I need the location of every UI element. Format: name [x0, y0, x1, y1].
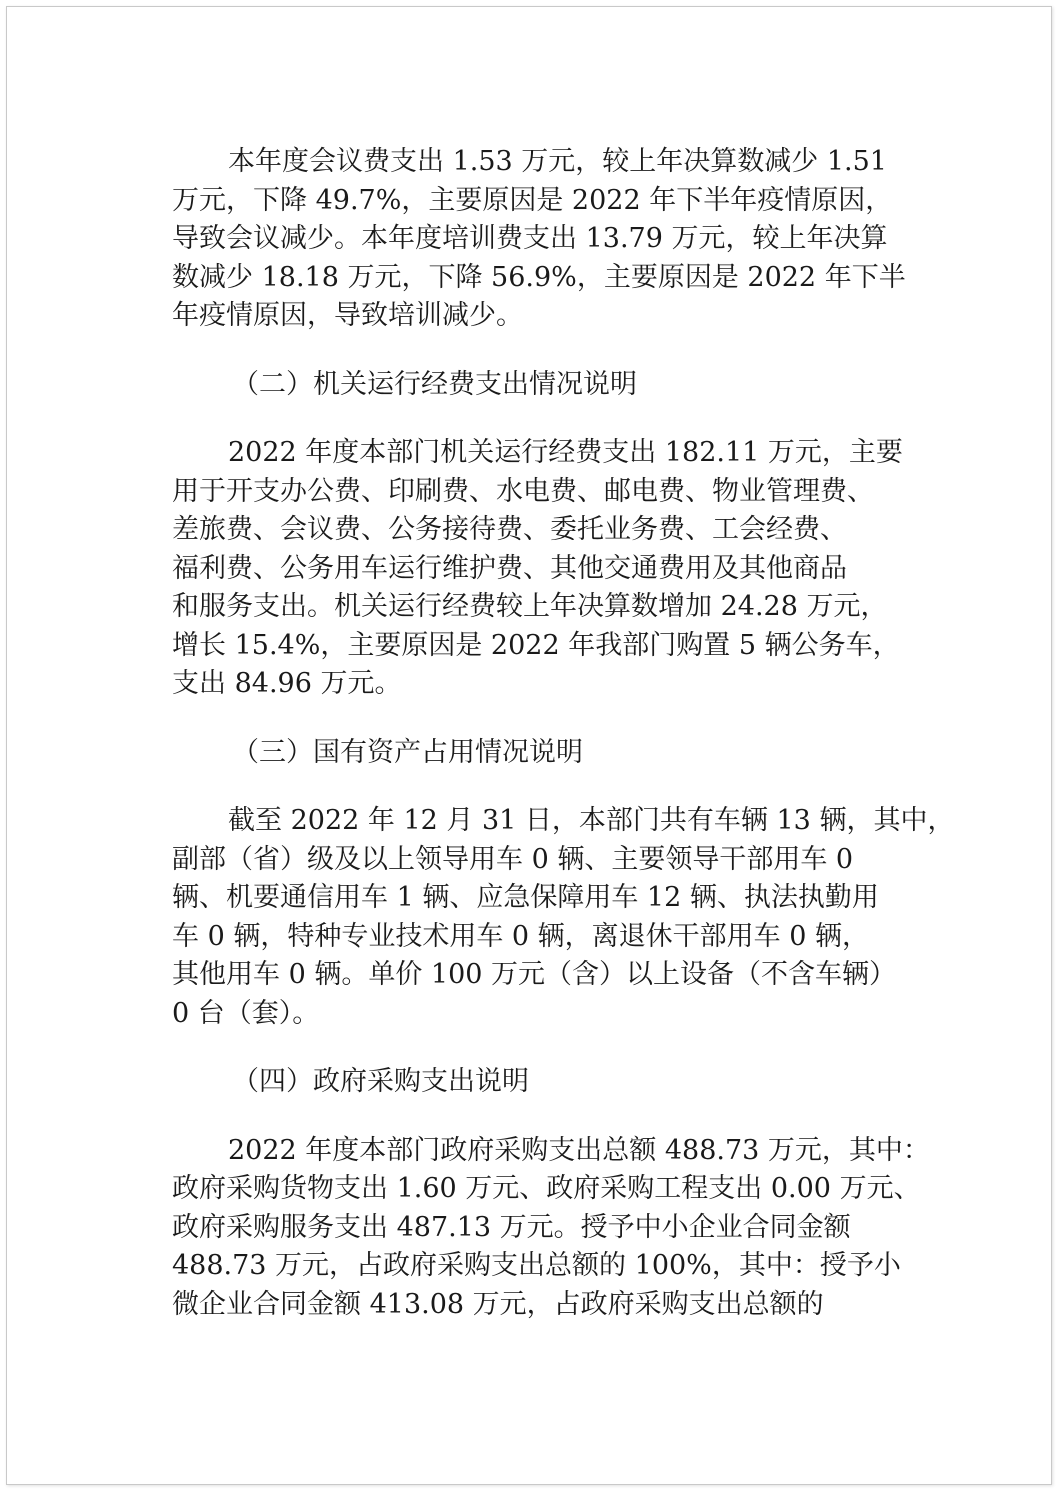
text-line: 增长 15.4%，主要原因是 2022 年我部门购置 5 辆公务车，	[172, 629, 900, 661]
spacer	[172, 1033, 927, 1063]
section-heading-3: （三）国有资产占用情况说明	[232, 736, 583, 768]
text-line: 车 0 辆，特种专业技术用车 0 辆，离退休干部用车 0 辆，	[172, 920, 870, 952]
text-line: 福利费、公务用车运行维护费、其他交通费用及其他商品	[172, 552, 847, 584]
paragraph-operating-expenses	[172, 434, 927, 704]
document-body	[172, 143, 955, 1324]
text-line: 年疫情原因，导致培训减少。	[172, 300, 523, 331]
text-line: 488.73 万元，占政府采购支出总额的 100%，其中：授予小	[172, 1250, 901, 1281]
text-line: 截至 2022 年 12 月 31 日，本部门共有车辆 13 辆，其中，	[228, 805, 955, 836]
paragraph-meeting-training-fees	[172, 143, 927, 336]
paragraph-state-assets	[172, 802, 955, 1033]
spacer	[172, 404, 927, 434]
text-line: 数减少 18.18 万元，下降 56.9%，主要原因是 2022 年下半	[172, 261, 906, 293]
paragraph-government-procurement	[172, 1132, 930, 1325]
spacer	[172, 772, 927, 802]
text-line: 微企业合同金额 413.08 万元，占政府采购支出总额的	[172, 1288, 824, 1320]
text-line: 差旅费、会议费、公务接待费、委托业务费、工会经费、	[172, 514, 847, 545]
spacer	[172, 1102, 927, 1132]
text-line: 导致会议减少。本年度培训费支出 13.79 万元，较上年决算	[172, 223, 888, 254]
text-line: 用于开支办公费、印刷费、水电费、邮电费、物业管理费、	[172, 475, 874, 507]
text-line: 万元，下降 49.7%，主要原因是 2022 年下半年疫情原因，	[172, 184, 893, 216]
spacer	[172, 704, 927, 734]
text-line: 辆、机要通信用车 1 辆、应急保障用车 12 辆、执法执勤用	[172, 882, 879, 913]
text-line: 本年度会议费支出 1.53 万元，较上年决算数减少 1.51	[228, 146, 887, 177]
text-line: 0 台（套）。	[172, 997, 320, 1029]
text-line: 副部（省）级及以上领导用车 0 辆、主要领导干部用车 0	[172, 843, 854, 875]
text-line: 和服务支出。机关运行经费较上年决算数增加 24.28 万元，	[172, 591, 888, 622]
text-line: 2022 年度本部门政府采购支出总额 488.73 万元，其中：	[228, 1134, 930, 1166]
spacer	[172, 336, 927, 366]
text-line: 其他用车 0 辆。单价 100 万元（含）以上设备（不含车辆）	[172, 959, 897, 990]
section-heading-4: （四）政府采购支出说明	[232, 1066, 529, 1097]
text-line: 政府采购服务支出 487.13 万元。授予中小企业合同金额	[172, 1211, 851, 1243]
text-line: 2022 年度本部门机关运行经费支出 182.11 万元，主要	[228, 437, 903, 468]
text-line: 支出 84.96 万元。	[172, 668, 402, 699]
text-line: 政府采购货物支出 1.60 万元、政府采购工程支出 0.00 万元、	[172, 1173, 921, 1204]
section-heading-2: （二）机关运行经费支出情况说明	[232, 368, 637, 400]
page	[6, 6, 1052, 1485]
